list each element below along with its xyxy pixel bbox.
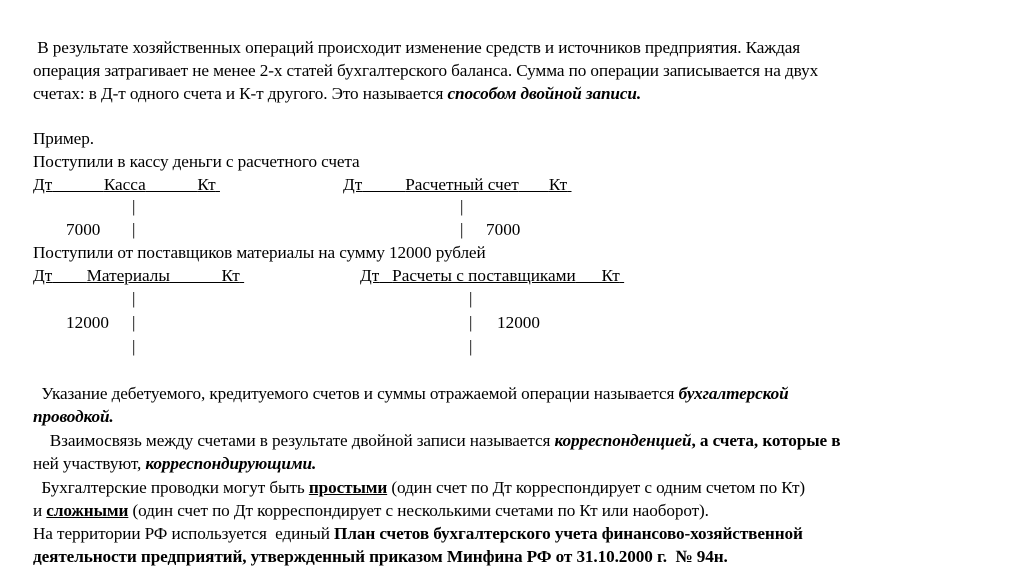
- def-entry-line-1: [33, 383, 789, 405]
- chart-of-accounts-text: На территории РФ используется единый: [33, 524, 335, 543]
- op2-right-bar-1: |: [469, 289, 473, 308]
- def-simple-text: Бухгалтерские проводки могут быть: [33, 478, 309, 497]
- def-correspondence-comma: , а счета, которые в: [691, 431, 841, 450]
- op1-right-name: Расчетный счет: [405, 175, 519, 194]
- chart-of-accounts-line-2: деятельности предприятий, утвержденный приказом Минфина РФ от 31.10.2000 г. № 94н.: [33, 547, 728, 566]
- op2-left-bar-3: |: [132, 337, 136, 356]
- term-corresponding: корреспондирующими.: [145, 454, 317, 473]
- term-correspondence: корреспонденцией: [554, 431, 692, 450]
- op1-left-kt: Кт: [197, 175, 216, 194]
- op1-right-amount: 7000: [486, 220, 521, 239]
- term-accounting-entry-2: проводкой.: [33, 407, 114, 426]
- op2-right-account-header: [360, 265, 624, 287]
- op2-right-bar-2: |: [469, 313, 473, 332]
- def-complex-prefix: и: [33, 501, 47, 520]
- def-entry-line-2: [33, 406, 114, 428]
- op2-left-dt: Дт: [33, 266, 53, 285]
- op1-right-bar-2: |: [460, 220, 464, 239]
- op1-left-bar-1: |: [132, 197, 136, 216]
- op1-left-bar-2: |: [132, 220, 136, 239]
- intro-line-1: В результате хозяйственных операций происходит изменение средств и источников предприятия. Каждая: [33, 38, 801, 57]
- def-entry-text: Указание дебетуемого, кредитуемого счетов и суммы отражаемой операции называется: [33, 384, 679, 403]
- def-complex-explanation: (один счет по Дт корреспондирует с несколькими счетами по Кт или наоборот).: [128, 501, 709, 520]
- op2-right-dt: Дт: [360, 266, 380, 285]
- op2-right-amount: 12000: [497, 313, 540, 332]
- op1-right-account-header: [343, 174, 572, 196]
- op1-left-dt: Дт: [33, 175, 53, 194]
- op2-left-bar-1: |: [132, 289, 136, 308]
- example-heading: Пример.: [33, 129, 94, 148]
- op2-right-kt: Кт: [601, 266, 620, 285]
- intro-line-2: операция затрагивает не менее 2-х статей бухгалтерского баланса. Сумма по операции записывается на двух: [33, 61, 819, 80]
- intro-line-3: [33, 83, 641, 105]
- op1-left-account-header: [33, 174, 220, 196]
- op1-right-dt: Дт: [343, 175, 363, 194]
- op2-left-kt: Кт: [221, 266, 240, 285]
- term-double-entry: способом двойной записи.: [447, 84, 642, 103]
- def-correspondence-line-1: [33, 430, 840, 452]
- op2-left-amount: 12000: [66, 313, 109, 332]
- def-complex-line: [33, 500, 709, 522]
- op1-right-kt: Кт: [548, 175, 568, 194]
- intro-line-3-text: счетах: в Д-т одного счета и К-т другого. Это называется: [33, 84, 448, 103]
- term-simple: простыми: [308, 478, 388, 497]
- op1-right-bar-1: |: [460, 197, 464, 216]
- chart-of-accounts-line-1: [33, 523, 803, 545]
- term-complex: сложными: [46, 501, 129, 520]
- op2-left-account-header: [33, 265, 244, 287]
- op1-left-amount: 7000: [66, 220, 101, 239]
- op2-right-bar-3: |: [469, 337, 473, 356]
- op2-left-bar-2: |: [132, 313, 136, 332]
- op1-left-name: Касса: [103, 175, 146, 194]
- chart-of-accounts-title: План счетов бухгалтерского учета финансово-хозяйственной: [334, 524, 803, 543]
- op2-right-name: Расчеты с поставщиками: [392, 266, 576, 285]
- def-simple-explanation: (один счет по Дт корреспондирует с одним счетом по Кт): [387, 478, 806, 497]
- op2-title: Поступили от поставщиков материалы на сумму 12000 рублей: [33, 243, 486, 262]
- op1-title: Поступили в кассу деньги с расчетного счета: [33, 152, 360, 171]
- def-correspondence-line-2: [33, 453, 316, 475]
- def-simple-line: [33, 477, 805, 499]
- def-correspondence-text-2: ней участвуют,: [33, 454, 146, 473]
- op2-left-name: Материалы: [86, 266, 170, 285]
- term-accounting-entry-1: бухгалтерской: [678, 384, 789, 403]
- def-correspondence-text: Взаимосвязь между счетами в результате двойной записи называется: [33, 431, 555, 450]
